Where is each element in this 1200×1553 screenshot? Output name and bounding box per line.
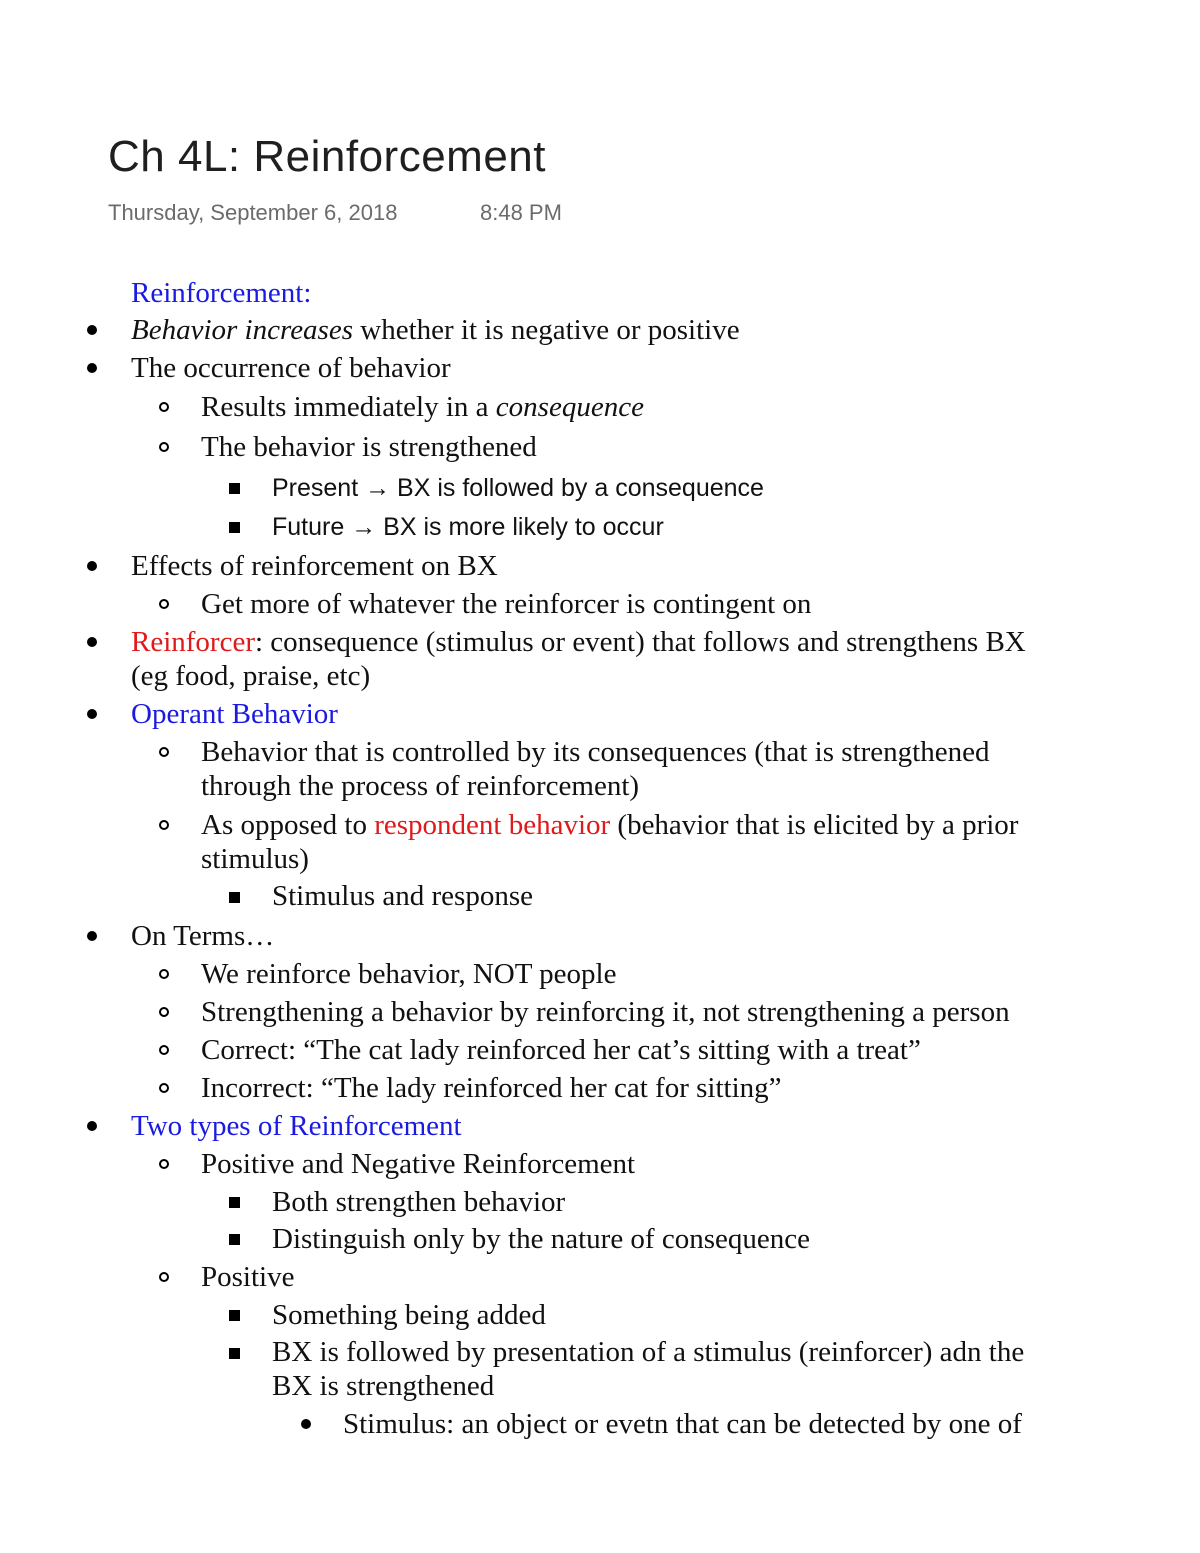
note-line: Positive — [201, 1261, 295, 1293]
note-time: 8:48 PM — [480, 200, 562, 225]
bullet-disc — [87, 325, 97, 335]
note-line: stimulus) — [201, 843, 309, 875]
note-line: The behavior is strengthened — [201, 431, 537, 463]
bullet-circle — [159, 1272, 169, 1282]
note-line: Correct: “The cat lady reinforced her cat’s sitting with a treat” — [201, 1034, 921, 1066]
bullet-square — [229, 522, 240, 533]
note-line: Both strengthen behavior — [272, 1186, 566, 1218]
note-line: Incorrect: “The lady reinforced her cat for sitting” — [201, 1072, 782, 1104]
note-line: Future → BX is more likely to occur — [272, 513, 664, 541]
bullet-circle — [159, 1159, 169, 1169]
bullet-disc — [87, 931, 97, 941]
bullet-square — [229, 1197, 240, 1208]
bullet-disc — [87, 637, 97, 647]
bullet-circle — [159, 820, 169, 830]
bullet-circle — [159, 1007, 169, 1017]
note-line: Present → BX is followed by a consequence — [272, 474, 764, 502]
bullet-circle — [159, 599, 169, 609]
note-date: Thursday, September 6, 2018 — [108, 200, 398, 225]
page-title: Ch 4L: Reinforcement — [108, 132, 546, 181]
bullet-square — [229, 1234, 240, 1245]
bullet-circle — [159, 442, 169, 452]
bullet-square — [229, 483, 240, 494]
bullet-circle — [159, 402, 169, 412]
section-heading-two-types: Two types of Reinforcement — [131, 1110, 462, 1142]
bullet-circle — [159, 747, 169, 757]
note-line: Behavior increases whether it is negative or positive — [131, 314, 740, 346]
note-line: Distinguish only by the nature of consequence — [272, 1223, 810, 1255]
bullet-disc — [87, 709, 97, 719]
bullet-circle — [159, 1045, 169, 1055]
bullet-circle — [159, 969, 169, 979]
note-line: Reinforcer: consequence (stimulus or event) that follows and strengthens BX — [131, 626, 1026, 658]
note-line: BX is strengthened — [272, 1370, 495, 1402]
note-line: As opposed to respondent behavior (behavior that is elicited by a prior — [201, 809, 1019, 841]
bullet-circle — [159, 1083, 169, 1093]
note-line: The occurrence of behavior — [131, 352, 451, 384]
note-line: Stimulus: an object or evetn that can be detected by one of — [343, 1408, 1022, 1440]
note-line: (eg food, praise, etc) — [131, 660, 371, 692]
bullet-disc — [87, 363, 97, 373]
note-line: through the process of reinforcement) — [201, 770, 640, 802]
note-line: Strengthening a behavior by reinforcing it, not strengthening a person — [201, 996, 1010, 1028]
bullet-square — [229, 1348, 240, 1359]
note-line: Something being added — [272, 1299, 546, 1331]
note-line: Behavior that is controlled by its consequences (that is strengthened — [201, 736, 990, 768]
bullet-disc — [87, 1121, 97, 1131]
note-line: Stimulus and response — [272, 880, 533, 912]
note-line: BX is followed by presentation of a stimulus (reinforcer) adn the — [272, 1336, 1025, 1368]
bullet-square — [229, 1310, 240, 1321]
section-heading-operant: Operant Behavior — [131, 698, 338, 730]
note-line: Get more of whatever the reinforcer is contingent on — [201, 588, 812, 620]
bullet-disc — [301, 1419, 311, 1429]
note-line: On Terms… — [131, 920, 275, 952]
note-line: Effects of reinforcement on BX — [131, 550, 498, 582]
note-line: We reinforce behavior, NOT people — [201, 958, 617, 990]
section-heading-reinforcement: Reinforcement: — [131, 277, 312, 309]
bullet-disc — [87, 561, 97, 571]
bullet-square — [229, 892, 240, 903]
note-line: Results immediately in a consequence — [201, 391, 644, 423]
note-line: Positive and Negative Reinforcement — [201, 1148, 636, 1180]
